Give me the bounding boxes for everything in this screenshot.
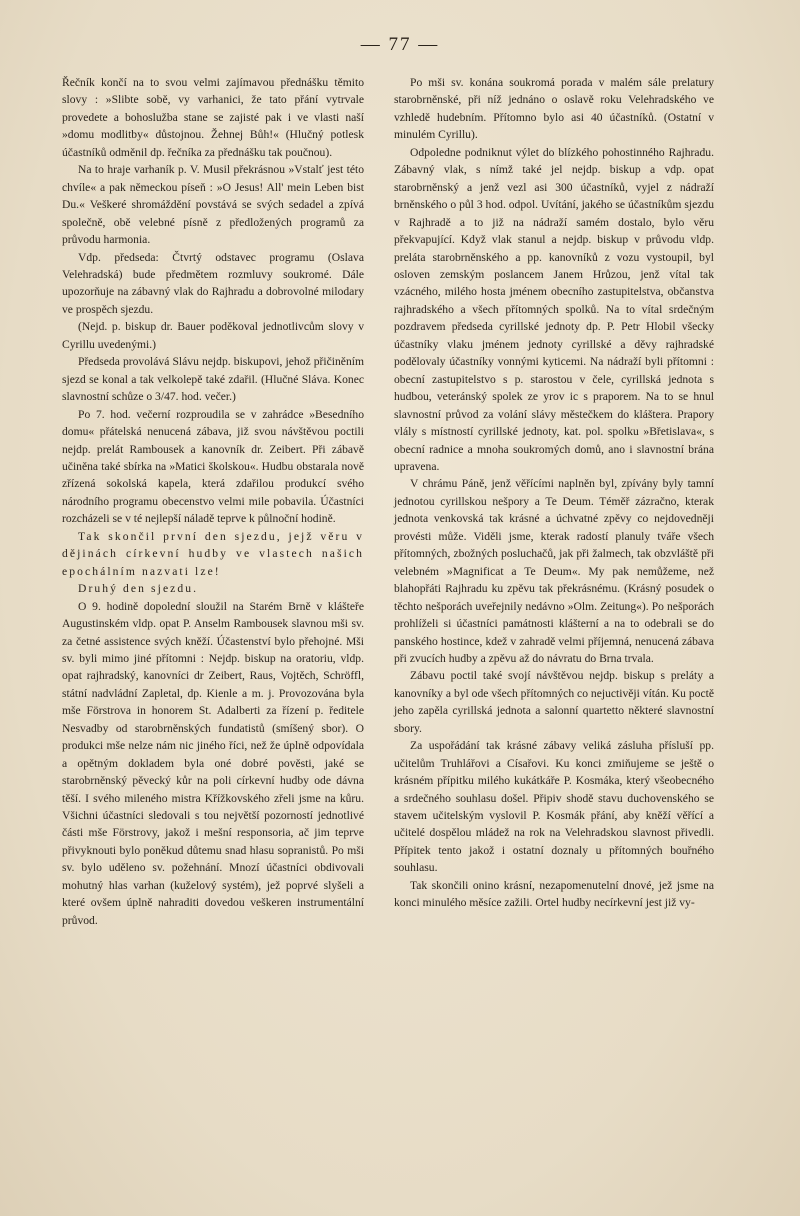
paragraph: Odpoledne podniknut výlet do blízkého pohostinného Rajhradu. Zábavný vlak, s nímž také jel nejdp. biskup a vdp. opat starobrněnský a jenž vezl asi 300 účastníků, vyjel z nádraží brněnského o půl 3 hod. odpol. Uvítání, jakého se účastníkům sjezdu v Rajhradě a to již na nádraží samém dostalo, bylo věru překvapující. Když vlak stanul a nejdp. biskup v průvodu vldp. preláta starobrněnského a pp. kanovníků z vozu vystoupil, byl osloven zemským poslancem Janem Hrůzou, jenž vítal tak vzácného, milého hosta jménem obecního zastupitelstva, občanstva rajhradského a všech přítomných spolků. Na to vítal srdečným pozdravem předseda cyrillské jednoty dp. P. Petr Hlobil všecky účastníky vlaku jménem jednoty cyrillské a děvy rajhradské podělovaly účastníky vonnými kyticemi. Na nádraží byli přítomni : obecní zastupitelstvo s p. starostou v čele, cyrillská jednota s hudbou, veteránský spolek ze yrov ic s praporem. Na to se hnul slavnostní průvod za volání slávy městečkem do kláštera. Prapory vlály s místností cyrillské jednoty, kat. pol. spolku »Břetislava«, s obecní radnice a mnoha soukromých domů, ano i slavnostní brána upravena. (394, 145, 714, 473)
left-column (62, 74, 364, 929)
paragraph: Zábavu poctil také svojí návštěvou nejdp. biskup s preláty a kanovníky a byl ode všech přítomných co nejuctivěji vítán. Ku poctě jeho zapěla cyrillská jednota a salonní quartetto některé slavnostní sbory. (394, 669, 714, 735)
paragraph: Po 7. hod. večerní rozproudila se v zahrádce »Besedního domu« přátelská nenucená zábava, již svou návštěvou poctili nejdp. prelát Rambousek a kanovník dr. Zeibert. Při zábavě učiněna také sbírka na »Matici školskou«. Hudbu obstarala nově zřízená sokolská kapela, která zdařilou produkcí svého národního programu obecenstvo velmi mile pobavila. Účastníci rozcházeli se v té nejlepší náladě teprve k půlnoční hodině. (62, 407, 364, 526)
paragraph: (Nejd. p. biskup dr. Bauer poděkoval jednotlivcům slovy v Cyrillu uvedenými.) (62, 320, 364, 351)
paragraph: Předseda provolává Slávu nejdp. biskupovi, jehož přičiněním sjezd se konal a tak velkolepě také zdařil. (Hlučné Sláva. Konec slavnostní schůze o 3/47. hod. večer.) (62, 355, 364, 404)
paragraph: Tak skončil první den sjezdu, jejž věru v dějinách církevní hudby ve vlastech našich epochálním nazvati lze! (62, 529, 364, 578)
right-column (394, 74, 714, 912)
paragraph: Na to hraje varhaník p. V. Musil překrásnou »Vstalť jest této chvíle« a pak německou píseň : »O Jesus! All' mein Leben bist Du.« Veškeré shromáždění povstává se svých sedadel a zpívá společně, obě velebné písně z předložených programů za průvodu harmonia. (62, 163, 364, 247)
page-number: — 77 — (360, 34, 440, 55)
paragraph: Po mši sv. konána soukromá porada v malém sále prelatury starobrněnské, při níž jednáno o oslavě roku Velehradského ve vzhledě hudebním. Přítomno bylo asi 40 účastníků. (Ostatní v minulém Cyrillu). (394, 76, 714, 142)
paragraph: Řečník končí na to svou velmi zajímavou přednášku těmito slovy : »Slibte sobě, vy varhanici, že tato přání vytrvale provedete a bohoslužba stane se zajisté pak i ve vlasti naší »domu modlitby« důstojnou. Žehnej Bůh!« (Hlučný potlesk účastníků odměnil dp. řečníka za přednášku tak poučnou). (62, 76, 364, 159)
paragraph: Vdp. předseda: Čtvrtý odstavec programu (Oslava Velehradská) bude předmětem rozmluvy soukromé. Dále upozorňuje na zábavný vlak do Rajhradu a dobrovolné milodary ve prospěch sjezdu. (62, 250, 364, 316)
section-heading: Druhý den sjezdu. (78, 582, 199, 596)
paragraph: Tak skončili onino krásní, nezapomenutelní dnové, jež jsme na konci minulého měsíce zažili. Ortel hudby necírkevní jest již vy- (394, 878, 714, 910)
paragraph: O 9. hodině dopolední sloužil na Starém Brně v klášteře Augustinském vldp. opat P. Anselm Rambousek slavnou mši sv. za četné assistence svých kněží. Účastenství bylo přehojné. Mši sv. byli mimo jiné přítomni : Nejdp. biskup na oratoriu, vldp. opat rajhradský, kanovníci dr Zeibert, Raus, Vojtěch, Schröffl, státní nadvládní Zapletal, dp. Kienle a m. j. Provozována byla mše Förstrova in honorem St. Adalberti za řízení p. ředitele Nesvadby od starobrněnských fundatistů (smíšený sbor). O produkci mše nelze nám nic jiného říci, než že úplně odpovídala a opětným dokladem byla oné dobré pověsti, jaké se starobrněnský pěvecký kůr na poli církevní hudby ode dávna těší. I svého mileného mistra Křížkovského zřeli jsme na kůru. Všichni účastníci sledovali s tou největší pozorností jednotlivé části mše Förstrovy, jakož i mešní responsoria, ač jim teprve přivyknouti bylo poněkud důtemu snad hlasu sopranistů. Po mši sv. bylo uděleno sv. požehnání. Mnozí účastníci obdivovali mohutný hlas varhan (kuželový systém), jež poprvé slyšeli a které ovšem úplně nahraditi dovedou veškeren instrumentální průvod. (62, 599, 364, 927)
paragraph: V chrámu Páně, jenž věřícími naplněn byl, zpívány byly tamní jednotou cyrillskou nešpory a Te Deum. Téměř zázračno, kterak jednota venkovská tak krásné a úchvatné zpěvy co nejdovedněji provésti může. Viděli jsme, kterak radostí planuly tváře všech přítomných, zbožných posluchačů, jak při žalmech, tak obzvláště při velebném »Magnificat a Te Deum«. My pak nemůžeme, než blahopřáti Rajhradu ku zpěvu tak překrásnému. (Krásný posudek o těchto nešporách uveřejnily nedávno »Olm. Zeitung«). Po nešporách prohlíželi si účastníci památnosti klášterní a na to odebrali se do panského hostince, kdež v zahradě velmi příjemná, nenucená zábava při zvucích hudby a zpěvu až do návratu do Brna trvala. (394, 477, 714, 665)
paragraph: Za uspořádání tak krásné zábavy veliká zásluha přísluší pp. učitelům Truhlářovi a Císařovi. Ku konci zmiňujeme se ještě o krásném přípitku milého kukátkáře P. Kosmáka, který všeobecného a srdečného souhlasu došel. Připiv shodě stavu duchovenského se stavem učitelským vyslovil P. Kosmák přání, aby kněží věřící a učitelé dospělou mládež na rok na Velehradskou slavnost přivedli. Přípitek tento jakož i ostatní doznaly u přítomných bouřného souhlasu. (394, 739, 714, 875)
